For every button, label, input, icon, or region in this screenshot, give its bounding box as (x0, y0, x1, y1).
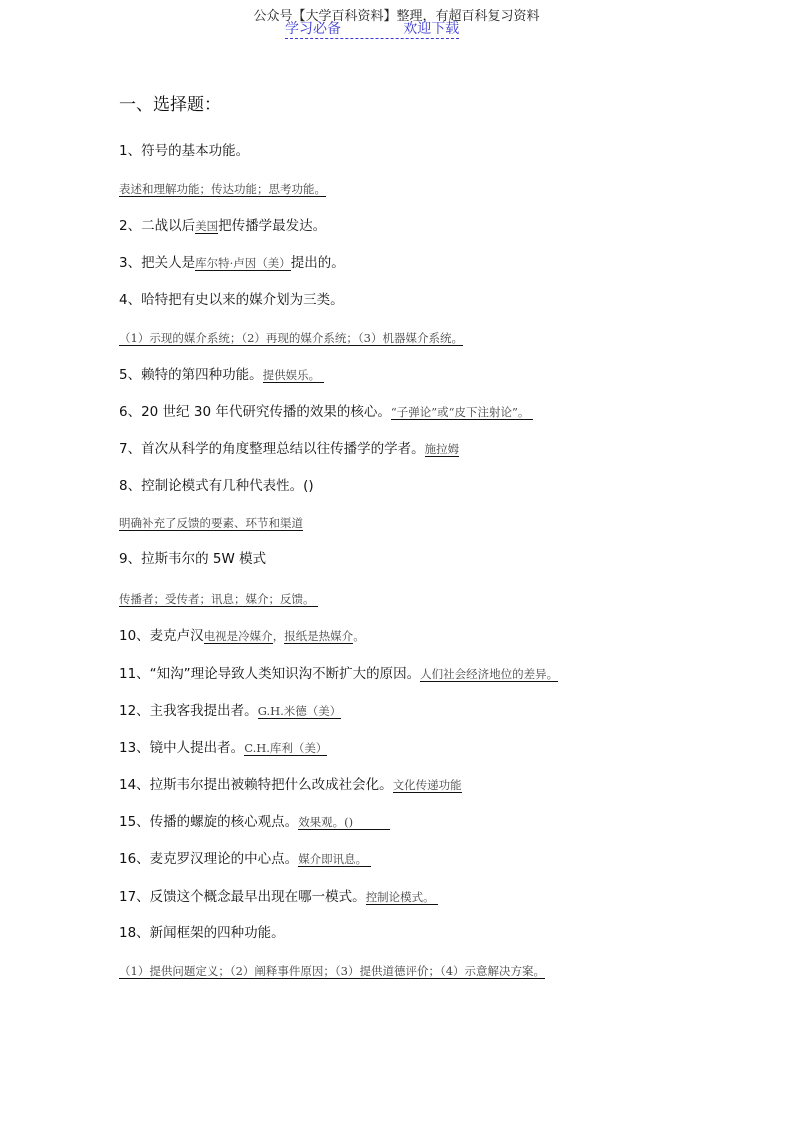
question-item (119, 923, 285, 942)
question-item (119, 439, 459, 458)
question-text: 6、20 世纪 30 年代研究传播的效果的核心。 (119, 404, 391, 420)
answer-item (119, 589, 318, 608)
question-text: 2、二战以后 (119, 218, 196, 234)
question-item (119, 775, 462, 794)
answer-item (119, 328, 463, 347)
header-slogan: 学习必备 欢迎下载 (285, 21, 460, 37)
answer-text: 效果观。() (298, 815, 390, 829)
question-text: 17、反馈这个概念最早出现在哪一模式。 (119, 889, 366, 905)
answer-item (119, 961, 545, 980)
question-text: 10、麦克卢汉 (119, 628, 204, 644)
question-text: 5、赖特的第四种功能。 (119, 367, 263, 383)
answer-text: 控制论模式。 (365, 890, 439, 904)
answer-text: 报纸是热媒介 (284, 629, 354, 643)
question-item (119, 664, 558, 683)
question-text: 15、传播的螺旋的核心观点。 (119, 814, 299, 830)
question-item (119, 476, 314, 495)
question-item (119, 626, 365, 645)
answer-text: 表述和理解功能；传达功能；思考功能。 (119, 182, 326, 196)
question-text: 16、麦克罗汉理论的中心点。 (119, 851, 299, 867)
question-text: 4、哈特把有史以来的媒介划为三类。 (119, 292, 344, 308)
answer-text: 提供娱乐。 (262, 368, 324, 382)
answer-text: 施拉姆 (424, 442, 460, 456)
question-text: 11、“知沟”理论导致人类知识沟不断扩大的原因。 (119, 666, 421, 682)
question-item (119, 849, 371, 868)
answer-text: G.H.米德（美） (257, 704, 342, 718)
question-text: 8、控制论模式有几种代表性。() (119, 478, 314, 494)
question-item (119, 701, 341, 720)
answer-item (119, 513, 303, 532)
question-text: 7、首次从科学的角度整理总结以往传播学的学者。 (119, 441, 425, 457)
question-text: 12、主我客我提出者。 (119, 703, 258, 719)
question-item (119, 549, 266, 568)
answer-text: 文化传递功能 (392, 778, 462, 792)
question-text: 提出的。 (290, 255, 345, 271)
answer-text: 库尔特·卢因（美） (195, 256, 291, 270)
question-item (119, 812, 390, 831)
answer-text: C.H.库利（美） (244, 741, 328, 755)
answer-text: ， (272, 629, 285, 643)
answer-text: 电视是冷媒介 (203, 629, 273, 643)
question-text: 把传播学最发达。 (218, 218, 327, 234)
question-item (119, 738, 327, 757)
question-text: 14、拉斯韦尔提出被赖特把什么改成社会化。 (119, 777, 393, 793)
header-notice: 公众号【大学百科资料】整理，有超百科复习资料 (253, 9, 540, 24)
answer-text: 人们社会经济地位的差异。 (420, 667, 559, 681)
question-item (119, 887, 438, 906)
answer-text: 传播者；受传者；讯息；媒介；反馈。 (119, 592, 319, 606)
question-item (119, 402, 533, 421)
question-text: 9、拉斯韦尔的 5W 模式 (119, 551, 267, 567)
answer-text: （1）提供问题定义；（2）阐释事件原因；（3）提供道德评价；（4）示意解决方案。 (119, 964, 546, 978)
answer-text: 。 (353, 629, 365, 643)
question-item (119, 253, 345, 272)
question-text: 13、镜中人提出者。 (119, 740, 245, 756)
section-title: 一、选择题： (119, 95, 221, 115)
answer-text: 媒介即讯息。 (298, 852, 371, 866)
answer-item (119, 179, 326, 198)
question-item (119, 365, 324, 384)
question-item (119, 216, 326, 235)
question-text: 18、新闻框架的四种功能。 (119, 925, 285, 941)
question-item (119, 141, 249, 160)
answer-text: 美国 (195, 219, 219, 233)
answer-text: （1）示现的媒介系统；（2）再现的媒介系统；（3）机器媒介系统。 (119, 331, 463, 345)
question-text: 1、符号的基本功能。 (119, 143, 250, 159)
question-item (119, 290, 344, 309)
question-text: 3、把关人是 (119, 255, 196, 271)
answer-text: 明确补充了反馈的要素、环节和渠道 (119, 516, 303, 530)
answer-text: “子弹论”或“皮下注射论”。 (390, 405, 533, 419)
